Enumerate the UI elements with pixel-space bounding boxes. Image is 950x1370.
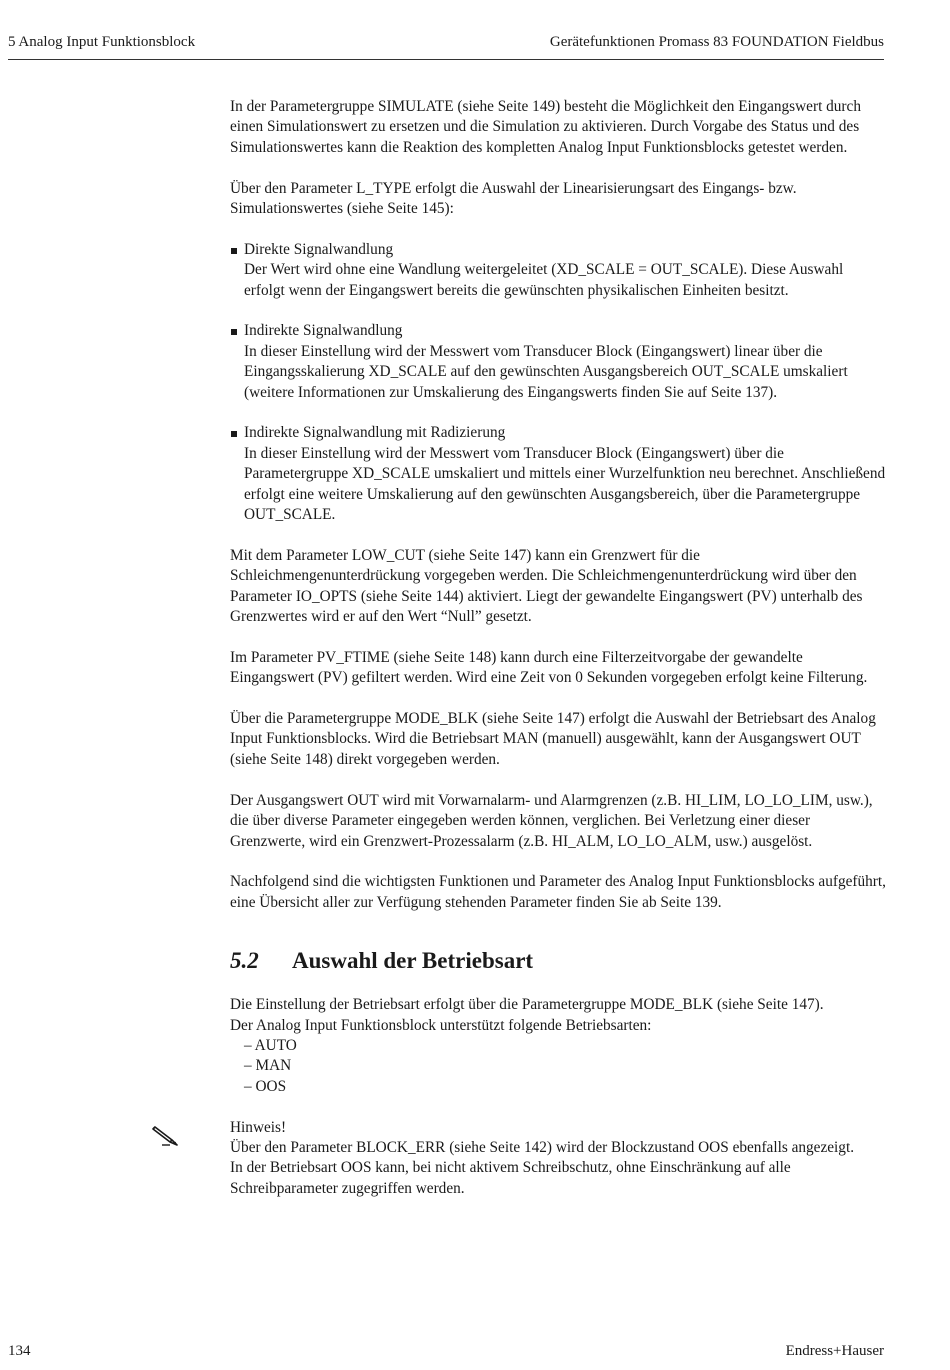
list-item-text: Der Wert wird ohne eine Wandlung weitergeleitet (XD_SCALE = OUT_SCALE). Diese Auswahl erfolgt wenn der Eingangswert bereits die gewünschten physikalischen Einheiten besitzt. bbox=[244, 261, 844, 299]
section-intro-line: Der Analog Input Funktionsblock unterstützt folgende Betriebsarten: bbox=[230, 1016, 652, 1034]
page-header bbox=[8, 31, 884, 53]
bullet-square-icon bbox=[231, 431, 237, 437]
paragraph-overview: Nachfolgend sind die wichtigsten Funktionen und Parameter des Analog Input Funktionsblocks aufgeführt, eine Übersicht aller zur Verfügung stehenden Parameter finden Sie ab Seite 139. bbox=[230, 873, 886, 911]
pencil-note-icon bbox=[150, 1118, 184, 1148]
list-item-title: Indirekte Signalwandlung mit Radizierung bbox=[244, 424, 506, 442]
list-item-title: Direkte Signalwandlung bbox=[244, 240, 394, 258]
section-intro-line: Die Einstellung der Betriebsart erfolgt über die Parametergruppe MODE_BLK (siehe Seite 147). bbox=[230, 996, 824, 1014]
list-item-text: In dieser Einstellung wird der Messwert vom Transducer Block (Eingangswert) über die Parametergruppe XD_SCALE umskaliert und mittels einer Wurzelfunktion neu berechnet. Anschließend erfolgt eine weitere Umskalierung auf den gewünschten Ausgangsbereich, über die Parametergruppe OUT_SCALE. bbox=[244, 444, 886, 524]
main-content bbox=[230, 97, 886, 1199]
mode-item-man: – MAN bbox=[244, 1057, 292, 1075]
chapter-title: 5 Analog Input Funktionsblock bbox=[8, 34, 196, 50]
brand-name: Endress+Hauser bbox=[785, 1343, 884, 1359]
paragraph-simulate: In der Parametergruppe SIMULATE (siehe Seite 149) besteht die Möglichkeit den Eingangswert durch einen Simulationswert zu ersetzen und die Simulation zu aktivieren. Durch Vorgabe des Status und des Simulationswertes kann die Reaktion des kompletten Analog Input Funktionsblocks getestet werden. bbox=[230, 98, 861, 156]
bullet-square-icon bbox=[231, 329, 237, 335]
paragraph-pv-ftime: Im Parameter PV_FTIME (siehe Seite 148) kann durch eine Filterzeitvorgabe der gewandelte Eingangswert (PV) gefiltert werden. Wird eine Zeit von 0 Sekunden vorgegeben erfolgt keine Filterung. bbox=[230, 648, 868, 687]
note-text-line: In der Betriebsart OOS kann, bei nicht aktivem Schreibschutz, ohne Einschränkung auf alle Schreibparameter zugegriffen werden. bbox=[230, 1159, 791, 1197]
list-item bbox=[230, 240, 886, 301]
paragraph-alarm-limits: Der Ausgangswert OUT wird mit Vorwarnalarm- und Alarmgrenzen (z.B. HI_LIM, LO_LO_LIM, usw.), die über diverse Parameter eingegeben werden können, verglichen. Bei Verletzung einer dieser Grenzwerte, wird ein Grenzwert-Prozessalarm (z.B. HI_ALM, LO_LO_ALM, usw.) ausgelöst. bbox=[230, 791, 873, 850]
section-title: Auswahl der Betriebsart bbox=[292, 948, 534, 974]
note-block bbox=[230, 1118, 886, 1200]
list-item-text: In dieser Einstellung wird der Messwert vom Transducer Block (Eingangswert) linear über die Eingangsskalierung XD_SCALE auf den gewünschten Ausgangsbereich OUT_SCALE umskaliert (weitere Informationen zur Umskalierung des Eingangswerts finden Sie auf Seite 137). bbox=[244, 342, 848, 401]
bullet-square-icon bbox=[231, 248, 237, 254]
mode-list bbox=[244, 1036, 886, 1097]
list-item bbox=[230, 321, 886, 403]
document-title: Gerätefunktionen Promass 83 FOUNDATION Fieldbus bbox=[549, 34, 884, 50]
list-item bbox=[230, 423, 886, 525]
paragraph-mode-blk: Über die Parametergruppe MODE_BLK (siehe Seite 147) erfolgt die Auswahl der Betriebsart des Analog Input Funktionsblocks. Wird die Betriebsart MAN (manuell) ausgewählt, kann der Ausgangswert OUT (siehe Seite 148) direkt vorgegeben werden. bbox=[230, 710, 876, 768]
header-divider bbox=[8, 59, 884, 60]
paragraph-low-cut: Mit dem Parameter LOW_CUT (siehe Seite 147) kann ein Grenzwert für die Schleichmengenunterdrückung vorgegeben werden. Die Schleichmengenunterdrückung wird über den Parameter IO_OPTS (siehe Seite 144) aktiviert. Liegt der gewandelte Eingangswert (PV) unterhalb des Grenzwertes wird er auf den Wert “Null” gesetzt. bbox=[230, 546, 863, 626]
section-number: 5.2 bbox=[230, 948, 259, 974]
note-title: Hinweis! bbox=[230, 1118, 287, 1136]
paragraph-l-type: Über den Parameter L_TYPE erfolgt die Auswahl der Linearisierungsart des Eingangs- bzw. Simulationswertes (siehe Seite 145): bbox=[230, 179, 797, 218]
section-heading bbox=[230, 947, 886, 975]
mode-item-oos: – OOS bbox=[244, 1077, 287, 1095]
page-number: 134 bbox=[8, 1343, 31, 1359]
list-item-title: Indirekte Signalwandlung bbox=[244, 322, 403, 340]
note-text-line: Über den Parameter BLOCK_ERR (siehe Seite 142) wird der Blockzustand OOS ebenfalls angezeigt. bbox=[230, 1138, 855, 1156]
mode-item-auto: – AUTO bbox=[244, 1036, 297, 1054]
